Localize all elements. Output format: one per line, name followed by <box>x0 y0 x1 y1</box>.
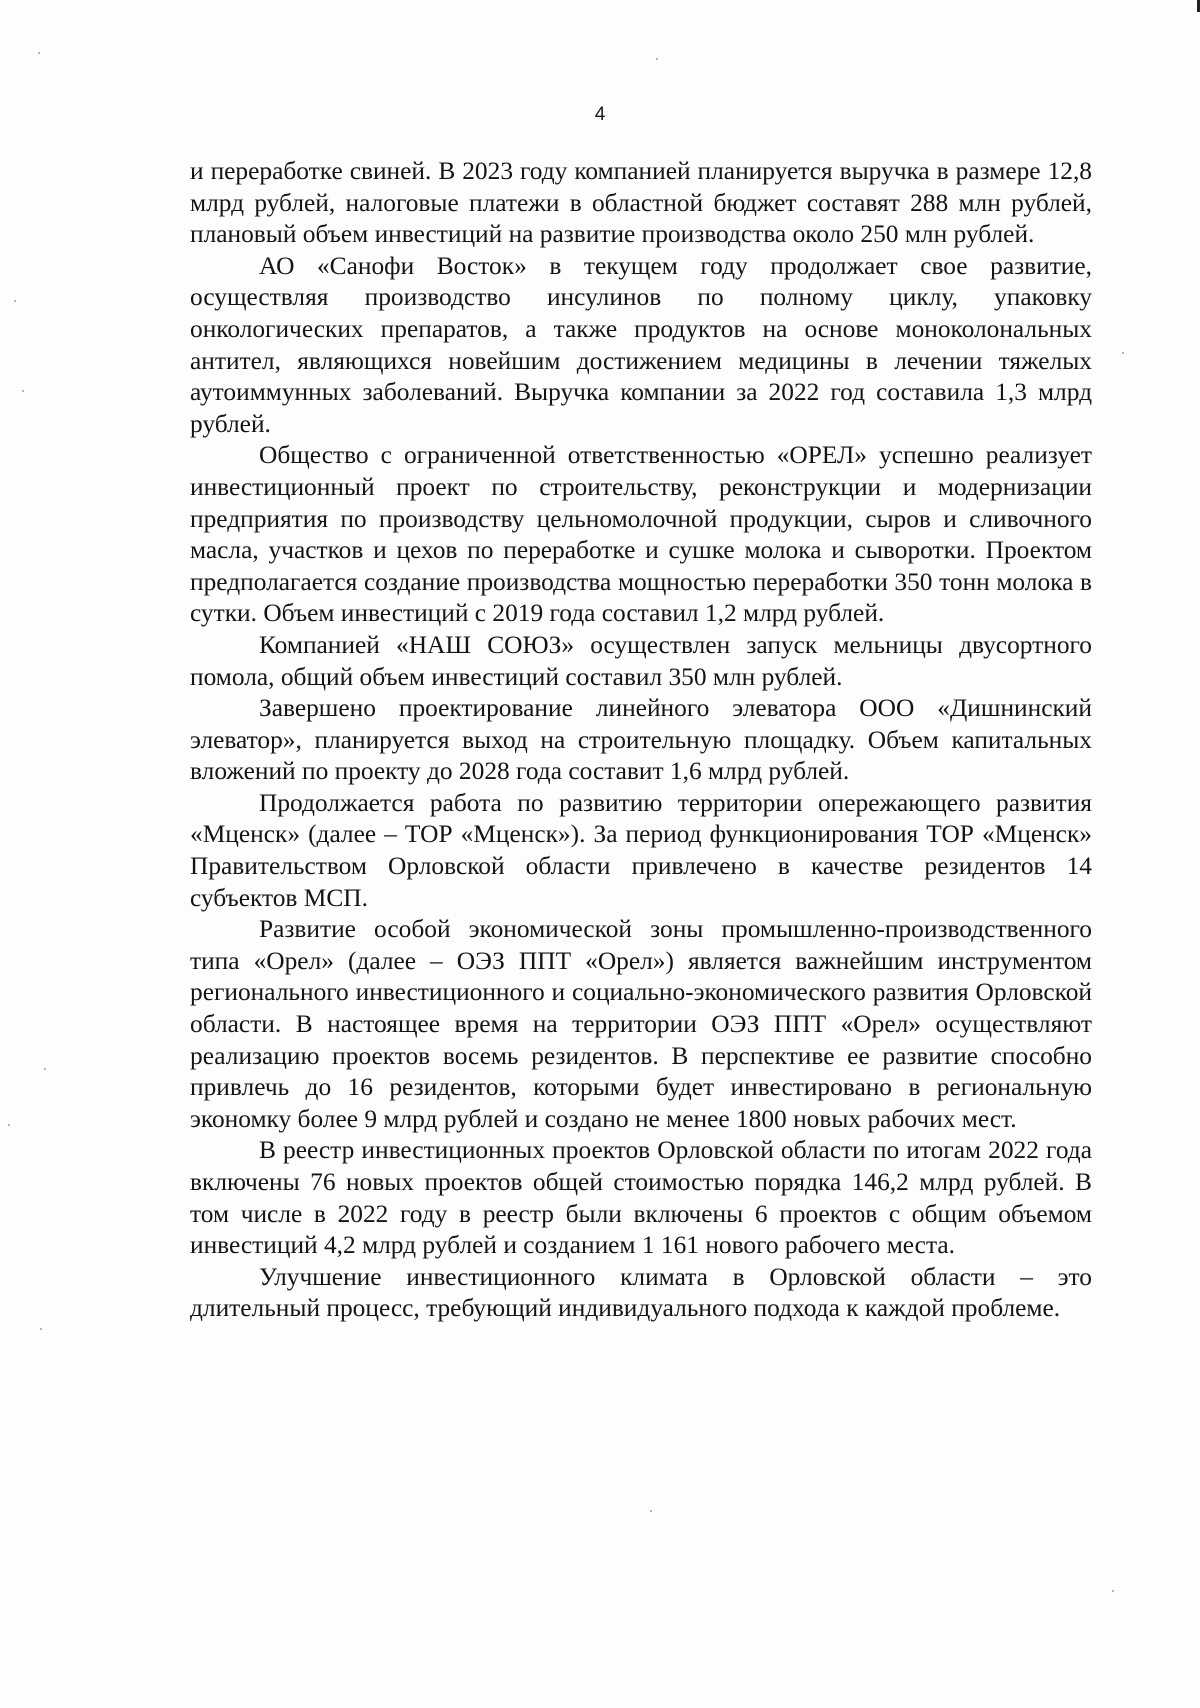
scan-speck <box>44 1068 46 1070</box>
body-text <box>190 156 1092 1325</box>
paragraph-dishninsky-elevator: Завершено проектирование линейного элеватора ООО «Дишнинский элеватор», планируется выход на строительную площадку. Объем капитальных вложений по проекту до 2028 года составит 1,6 млрд рублей. <box>190 694 1092 786</box>
paragraph-nash-soyuz: Компанией «НАШ СОЮЗ» осуществлен запуск мельницы двусортного помола, общий объем инвестиций составил 350 млн рублей. <box>190 630 1092 691</box>
paragraph-sanofi: АО «Санофи Восток» в текущем году продолжает свое развитие, осуществляя производство инсулинов по полному циклу, упаковку онкологических препаратов, а также продуктов на основе моноколональных антител, являющихся новейшим достижением медицины в лечении тяжелых аутоиммунных заболеваний. Выручка компании за 2022 год составила 1,3 млрд рублей. <box>190 251 1092 438</box>
paragraph-orel-dairy: Общество с ограниченной ответственностью «ОРЕЛ» успешно реализует инвестиционный проект по строительству, реконструкции и модернизации предприятия по производству цельномолочной продукции, сыров и сливочного масла, участков и цехов по переработке и сушке молока и сыворотки. Проектом предполагается создание производства мощностью переработки 350 тонн молока в сутки. Объем инвестиций с 2019 года составил 1,2 млрд рублей. <box>190 441 1092 628</box>
scan-speck <box>1122 352 1124 354</box>
scan-speck <box>656 58 658 60</box>
paragraph-investment-registry: В реестр инвестиционных проектов Орловской области по итогам 2022 года включены 76 новых проектов общей стоимостью порядка 146,2 млрд рублей. В том числе в 2022 году в реестр были включены 6 проектов с общим объемом инвестиций 4,2 млрд рублей и созданием 1 161 нового рабочего места. <box>190 1136 1092 1260</box>
scan-speck <box>14 300 16 302</box>
page-number: 4 <box>594 104 606 125</box>
paragraph-tor-mtsensk: Продолжается работа по развитию территории опережающего развития «Мценск» (далее – ТОР «Мценск»). За период функционирования ТОР «Мценск» Правительством Орловской области привлечено в качестве резидентов 14 субъектов МСП. <box>190 788 1092 912</box>
scan-speck <box>650 1510 652 1512</box>
paragraph-conclusion: Улучшение инвестиционного климата в Орловской области – это длительный процесс, требующий индивидуального подхода к каждой проблеме. <box>190 1262 1092 1323</box>
scan-speck <box>40 1328 42 1330</box>
scan-speck <box>38 52 40 54</box>
paragraph-oez-ppt: Развитие особой экономической зоны промышленно-производственного типа «Орел» (далее – ОЭЗ ППТ «Орел») является важнейшим инструментом регионального инвестиционного и социально-экономического развития Орловской области. В настоящее время на территории ОЭЗ ППТ «Орел» осуществляют реализацию проектов восемь резидентов. В перспективе ее развитие способно привлечь до 16 резидентов, которыми будет инвестировано в региональную экономку более 9 млрд рублей и создано не менее 1800 новых рабочих мест. <box>190 915 1092 1133</box>
scan-speck <box>22 390 24 392</box>
scan-speck <box>1112 1590 1114 1592</box>
paragraph-pig-processing: и переработке свиней. В 2023 году компанией планируется выручка в размере 12,8 млрд рублей, налоговые платежи в областной бюджет составят 288 млн рублей, плановый объем инвестиций на развитие производства около 250 млн рублей. <box>190 157 1092 249</box>
scan-speck <box>8 1124 10 1126</box>
